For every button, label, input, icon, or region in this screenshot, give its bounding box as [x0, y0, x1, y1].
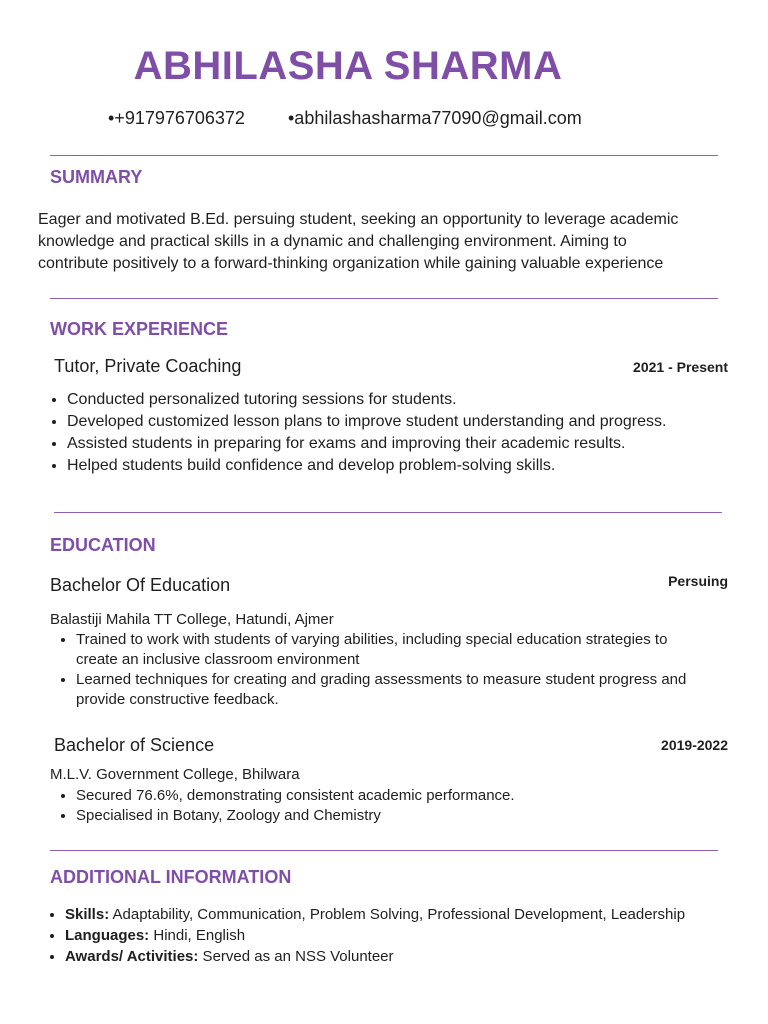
section-title-additional-information: ADDITIONAL INFORMATION — [50, 867, 292, 887]
additional-list — [48, 904, 766, 967]
institution: M.L.V. Government College, Bhilwara — [50, 766, 300, 783]
divider — [50, 298, 718, 299]
list-item — [65, 925, 766, 946]
divider — [50, 850, 718, 851]
list-item: • Secured 76.6%, demonstrating consistent academic performance. — [76, 786, 766, 806]
job-title: Tutor, Private Coaching — [54, 356, 242, 376]
bullet-line: provide constructive feedback. — [76, 691, 279, 708]
list-item — [76, 670, 766, 710]
degree-bullets — [50, 630, 766, 710]
summary-line: Eager and motivated B.Ed. persuing student, seeking an opportunity to leverage academic — [38, 211, 679, 228]
institution: Balastiji Mahila TT College, Hatundi, Ajmer — [50, 611, 334, 628]
job-bullets — [49, 389, 764, 477]
list-item: • Specialised in Botany, Zoology and Chemistry — [76, 806, 766, 826]
list-item: • Conducted personalized tutoring sessions for students. — [67, 389, 764, 411]
summary-text — [38, 209, 766, 275]
bullet-line: Trained to work with students of varying abilities, including special education strategies to — [76, 631, 668, 648]
list-item: • Helped students build confidence and develop problem-solving skills. — [67, 455, 764, 477]
summary-line: knowledge and practical skills in a dynamic and challenging environment. Aiming to — [38, 233, 627, 250]
list-item — [65, 946, 766, 967]
bullet-line: Learned techniques for creating and grading assessments to measure student progress and — [76, 671, 687, 688]
section-title-summary: SUMMARY — [50, 167, 143, 187]
section-title-work-experience: WORK EXPERIENCE — [50, 319, 229, 339]
item-text: Adaptability, Communication, Problem Solving, Professional Development, Leadership — [109, 906, 686, 923]
item-text: Served as an NSS Volunteer — [198, 948, 394, 965]
summary-line: contribute positively to a forward-thinking organization while gaining valuable experience — [38, 255, 664, 272]
item-label: Languages: — [65, 927, 150, 944]
degree-title: Bachelor of Science — [54, 735, 215, 755]
list-item: • Developed customized lesson plans to improve student understanding and progress. — [67, 411, 764, 433]
degree-title: Bachelor Of Education — [50, 575, 231, 595]
item-label: Awards/ Activities: — [65, 948, 199, 965]
email-address: •abhilashasharma77090@gmail.com — [288, 108, 582, 128]
item-label: Skills: — [65, 906, 110, 923]
item-text: Hindi, English — [149, 927, 246, 944]
job-dates: 2021 - Present — [633, 359, 728, 375]
bullet-line: create an inclusive classroom environment — [76, 651, 360, 668]
degree-bullets — [50, 786, 766, 826]
list-item: • Assisted students in preparing for exams and improving their academic results. — [67, 433, 764, 455]
divider — [54, 512, 722, 513]
list-item — [65, 904, 766, 925]
degree-dates: 2019-2022 — [661, 737, 728, 753]
phone-number: •+917976706372 — [108, 108, 245, 128]
degree-status: Persuing — [668, 573, 728, 589]
candidate-name: ABHILASHA SHARMA — [133, 44, 563, 88]
section-title-education: EDUCATION — [50, 535, 156, 555]
list-item — [76, 630, 766, 670]
divider — [50, 155, 718, 156]
